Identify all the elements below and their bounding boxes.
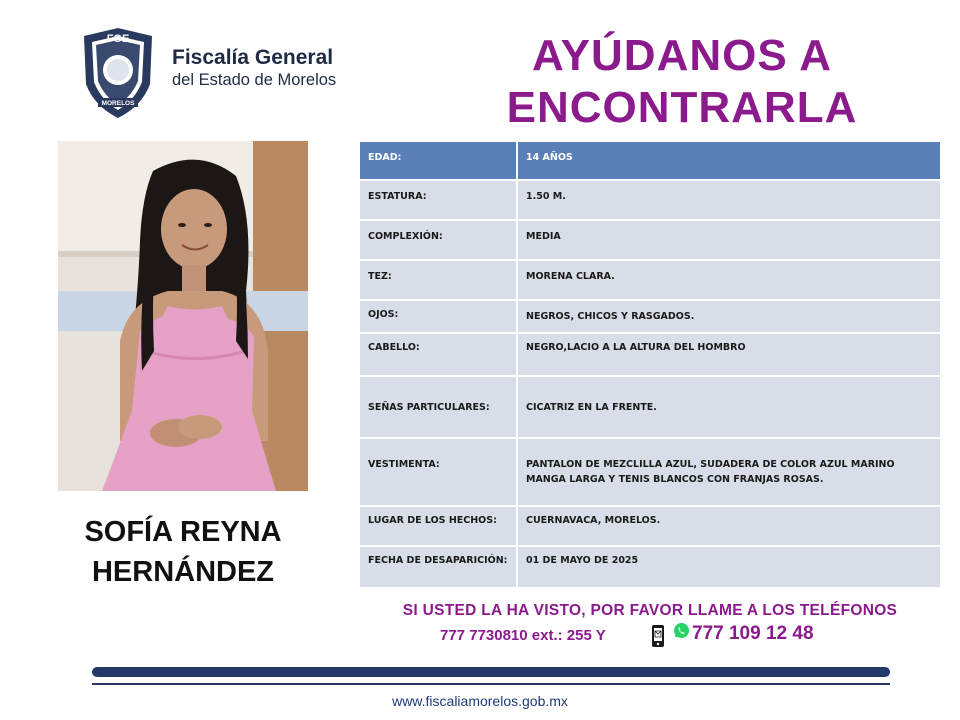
call-to-action: SI USTED LA HA VISTO, POR FAVOR LLAME A LOS TELÉFONOS bbox=[402, 602, 898, 619]
detail-value: NEGROS, CHICOS Y RASGADOS. bbox=[518, 301, 940, 332]
person-name-line2: HERNÁNDEZ bbox=[91, 556, 275, 588]
org-name-line1: Fiscalía General bbox=[172, 46, 334, 69]
mobile-phone-icon bbox=[651, 624, 665, 648]
detail-value: MEDIA bbox=[518, 221, 940, 259]
detail-label: SEÑAS PARTICULARES: bbox=[360, 377, 516, 437]
detail-value: CUERNAVACA, MORELOS. bbox=[518, 507, 940, 545]
table-row bbox=[360, 377, 940, 437]
detail-label: VESTIMENTA: bbox=[360, 439, 516, 505]
fge-logo-badge-icon bbox=[80, 26, 156, 120]
badge-text: FGE bbox=[106, 33, 130, 45]
phone-main[interactable]: 777 7730810 ext.: 255 Y bbox=[440, 627, 606, 644]
phone-whatsapp[interactable]: 777 109 12 48 bbox=[692, 623, 814, 644]
table-row bbox=[360, 547, 940, 587]
missing-person-name bbox=[58, 512, 308, 592]
detail-value: 1.50 M. bbox=[518, 181, 940, 219]
table-row bbox=[360, 221, 940, 259]
table-row bbox=[360, 181, 940, 219]
detail-label: ESTATURA: bbox=[360, 181, 516, 219]
table-row bbox=[360, 261, 940, 299]
person-name-line1: SOFÍA REYNA bbox=[84, 516, 282, 548]
table-row bbox=[360, 439, 940, 505]
detail-label: OJOS: bbox=[360, 301, 516, 332]
website-link[interactable]: www.fiscaliamorelos.gob.mx bbox=[392, 693, 568, 709]
headline-line2: ENCONTRARLA bbox=[506, 83, 858, 132]
table-row bbox=[360, 507, 940, 545]
detail-label: EDAD: bbox=[360, 142, 516, 179]
detail-value: CICATRIZ EN LA FRENTE. bbox=[518, 377, 940, 437]
missing-person-photo bbox=[58, 141, 308, 491]
detail-value: 14 AÑOS bbox=[518, 142, 940, 179]
whatsapp-icon bbox=[673, 622, 690, 639]
footer-divider-thin bbox=[92, 683, 890, 685]
detail-label: LUGAR DE LOS HECHOS: bbox=[360, 507, 516, 545]
contact-phones bbox=[360, 622, 940, 650]
detail-label: CABELLO: bbox=[360, 334, 516, 375]
detail-label: FECHA DE DESAPARICIÓN: bbox=[360, 547, 516, 587]
detail-label: TEZ: bbox=[360, 261, 516, 299]
table-row bbox=[360, 301, 940, 332]
details-table bbox=[358, 140, 942, 589]
footer-divider-thick bbox=[92, 667, 890, 677]
detail-value: MORENA CLARA. bbox=[518, 261, 940, 299]
detail-value: NEGRO,LACIO A LA ALTURA DEL HOMBRO bbox=[518, 334, 940, 375]
detail-value: 01 DE MAYO DE 2025 bbox=[518, 547, 940, 587]
detail-value: PANTALON DE MEZCLILLA AZUL, SUDADERA DE COLOR AZUL MARINO MANGA LARGA Y TENIS BLANCOS CON FRANJAS ROSAS. bbox=[518, 439, 940, 505]
detail-label: COMPLEXIÓN: bbox=[360, 221, 516, 259]
page-title bbox=[440, 30, 924, 134]
badge-bottom-text: MORELOS bbox=[101, 100, 135, 107]
table-row bbox=[360, 142, 940, 179]
table-row bbox=[360, 334, 940, 375]
headline-line1: AYÚDANOS A bbox=[531, 31, 833, 80]
organization-name bbox=[172, 46, 336, 90]
org-name-line2: del Estado de Morelos bbox=[172, 71, 337, 89]
